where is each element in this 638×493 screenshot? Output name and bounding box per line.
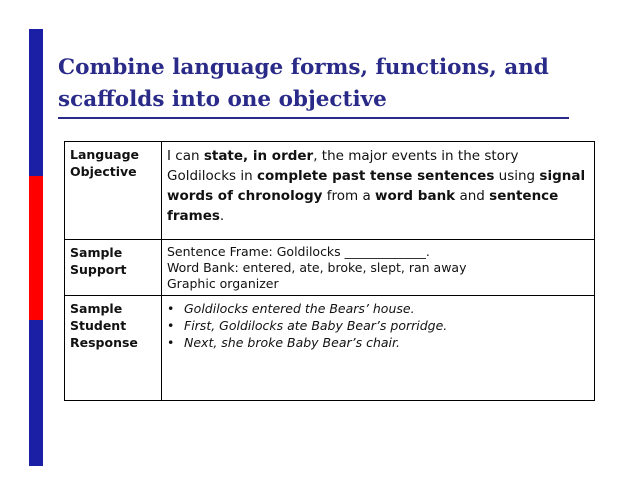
list-item: • Next, she broke Baby Bear’s chair.	[167, 335, 400, 350]
list-item: • First, Goldilocks ate Baby Bear’s porridge.	[167, 318, 448, 333]
table-row	[65, 296, 595, 401]
accent-bar-bottom	[29, 320, 43, 466]
bullet-icon: •	[167, 301, 175, 316]
table-row	[65, 240, 595, 296]
graphic-organizer-line: Graphic organizer	[167, 276, 279, 291]
row-label-sample-student-response: Sample Student Response	[65, 296, 162, 401]
row-label-language-objective: Language Objective	[65, 142, 162, 240]
row-label-sample-support: Sample Support	[65, 240, 162, 296]
language-objective-text: I can state, in order, the major events in the story Goldilocks in complete past tense sentences using signal words of chronology from a word bank and sentence frames.	[162, 142, 595, 240]
bullet-icon: •	[167, 335, 175, 350]
table-row	[65, 142, 595, 240]
objective-table	[64, 141, 595, 401]
bullet-icon: •	[167, 318, 175, 333]
accent-bar-middle	[29, 176, 43, 320]
response-list	[167, 300, 589, 351]
accent-bar-top	[29, 29, 43, 176]
sample-support-text	[162, 240, 595, 296]
list-item: • Goldilocks entered the Bears’ house.	[167, 301, 415, 316]
word-bank-line: Word Bank: entered, ate, broke, slept, ran away	[167, 260, 467, 275]
title-underline	[58, 117, 569, 119]
slide-title: Combine language forms, functions, and scaffolds into one objective	[58, 55, 549, 112]
sample-student-response-text	[162, 296, 595, 401]
sentence-frame-line: Sentence Frame: Goldilocks _____________.	[167, 244, 430, 259]
